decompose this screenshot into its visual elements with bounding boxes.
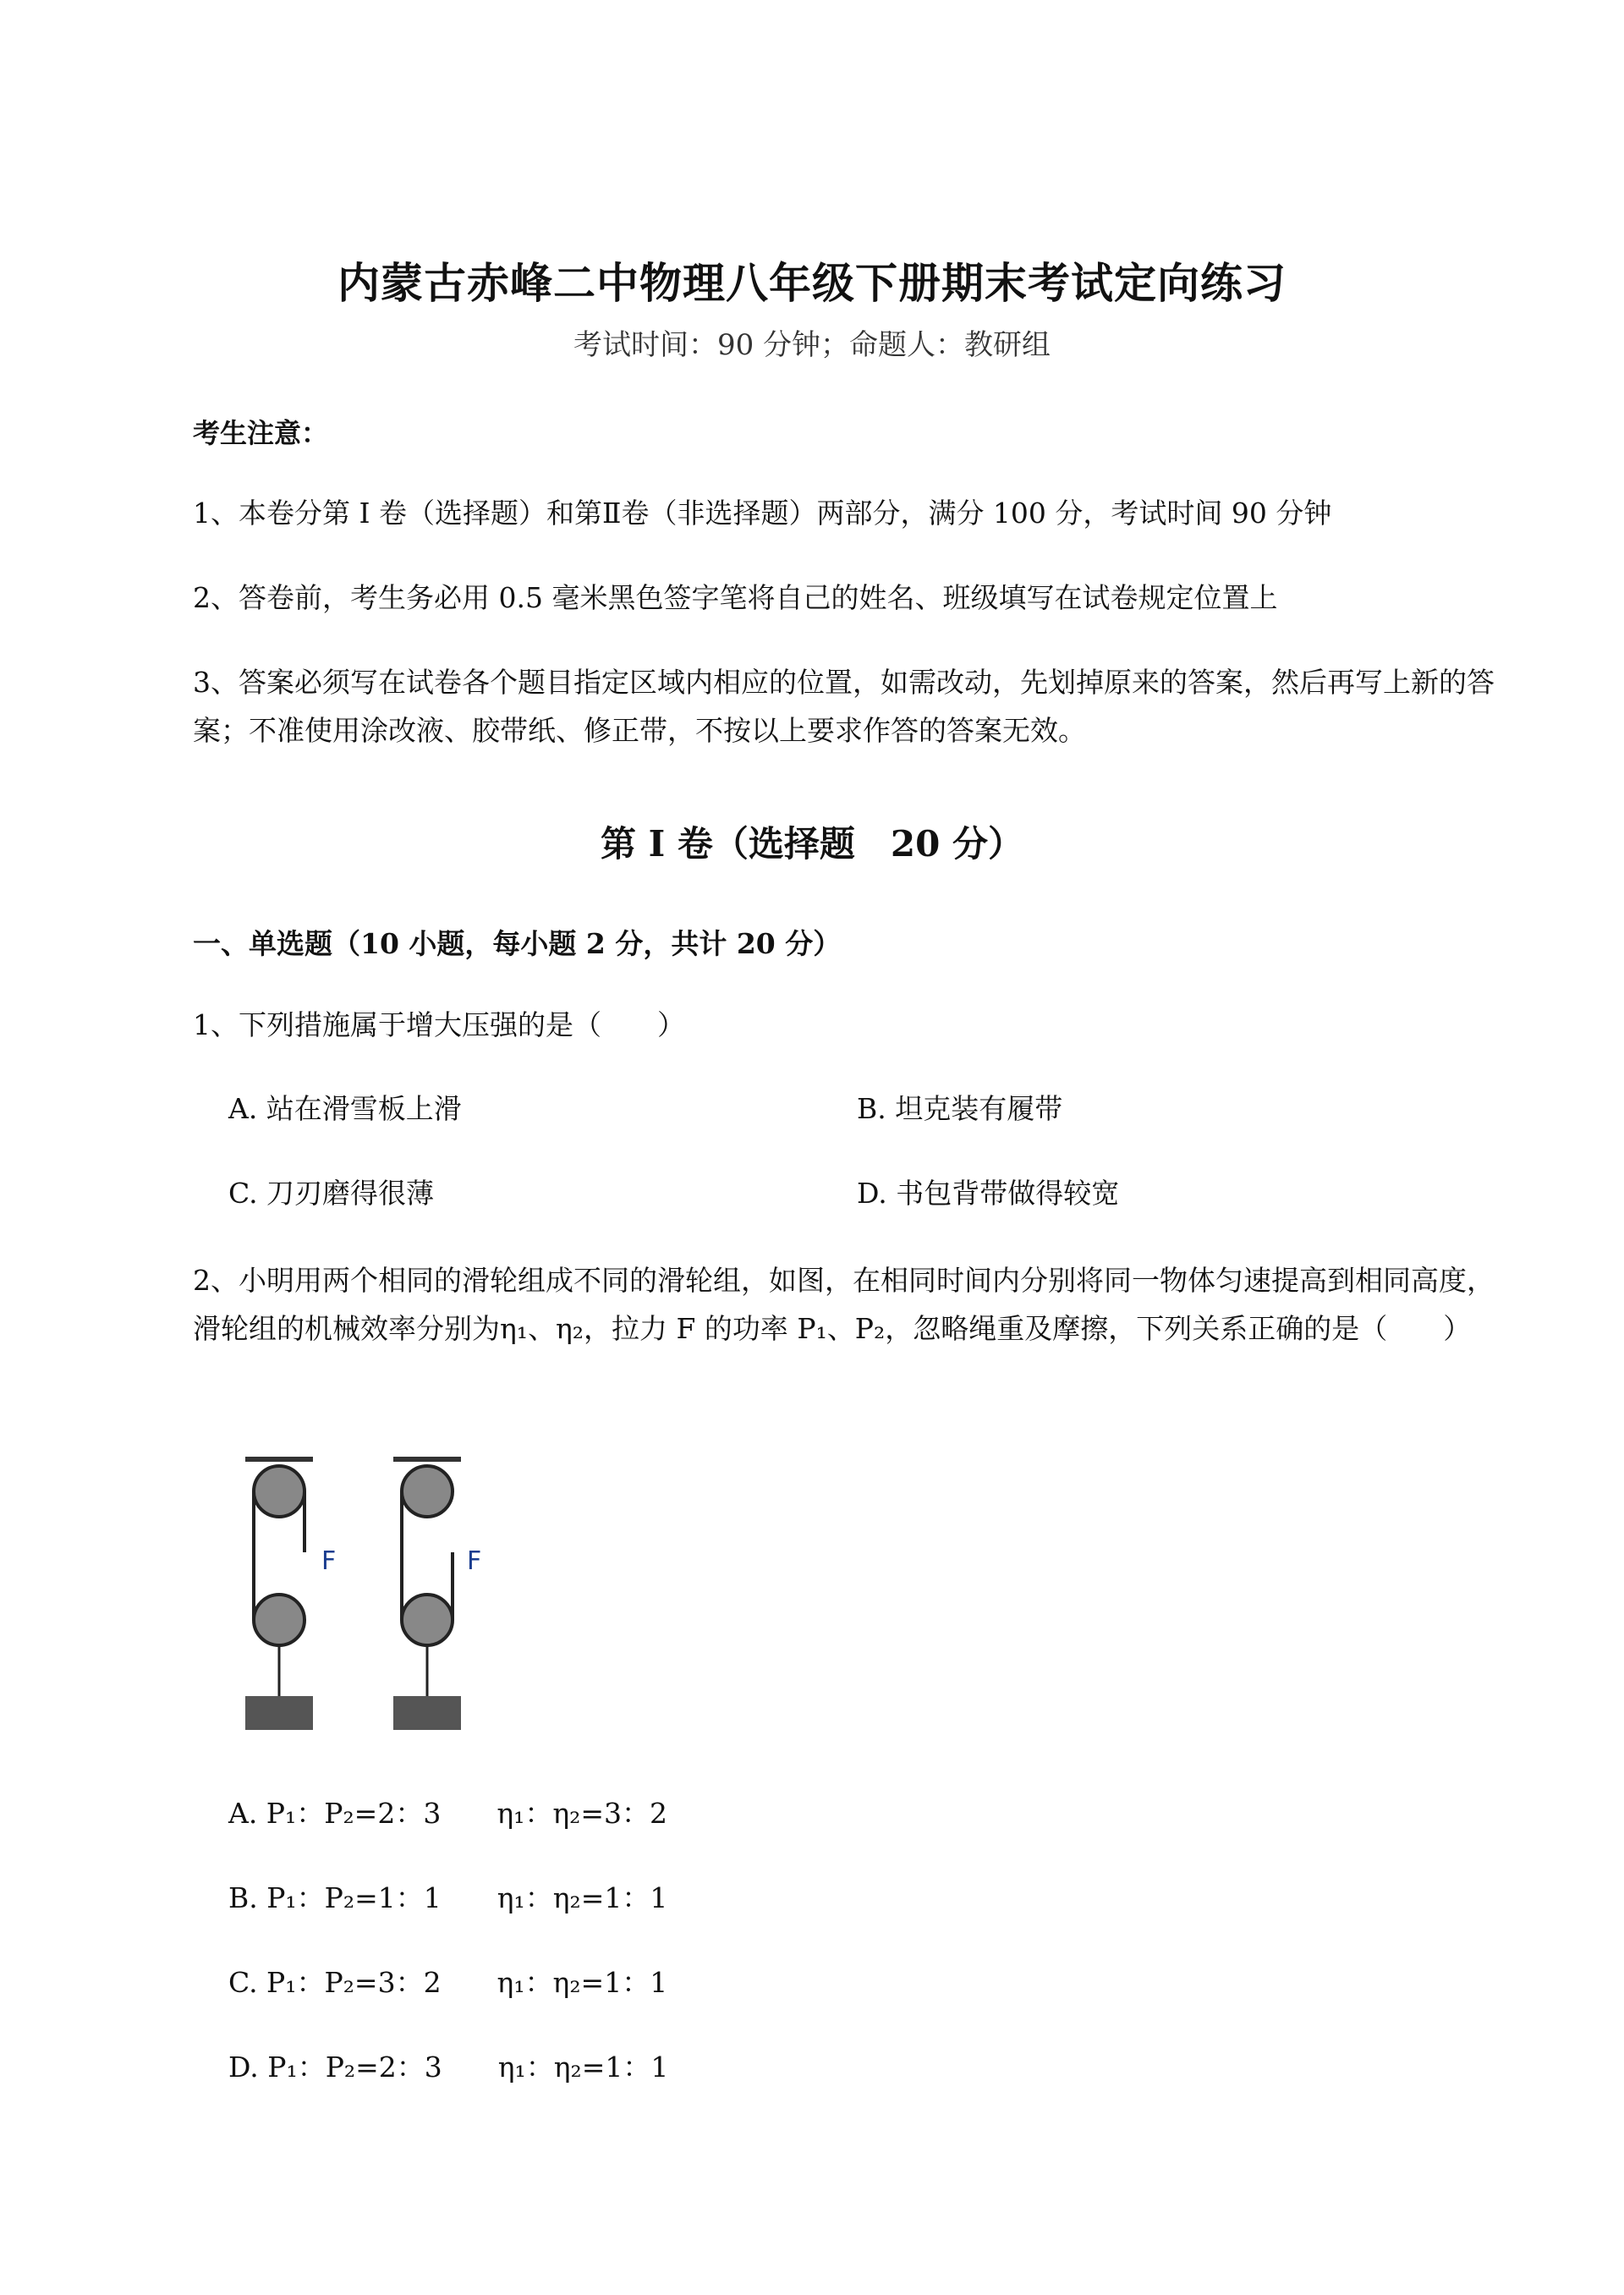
notice-heading: 考生注意： [193, 417, 329, 449]
subtitle: 考试时间：90 分钟；命题人：教研组 [573, 328, 1051, 362]
notice-2: 2、答卷前，考生务必用 0.5 毫米黑色签字笔将自己的姓名、班级填写在试卷规定位置上 [193, 581, 1278, 614]
q1-option-c: C. 刀刃磨得很薄 [228, 1177, 435, 1210]
pulley-system-1 [245, 1459, 336, 1730]
question-2-stem: 2、小明用两个相同的滑轮组成不同的滑轮组，如图，在相同时间内分别将同一物体匀速提高到相同高度，滑轮组的机械效率分别为η₁、η₂，拉力 F 的功率 P₁、P₂，忽略绳重及摩擦，下列关系正确的是（ ） [193, 1264, 1495, 1345]
q1-option-b: B. 坦克装有履带 [857, 1092, 1063, 1125]
pulley-system-2 [393, 1459, 481, 1730]
notice-3: 3、答案必须写在试卷各个题目指定区域内相应的位置，如需改动，先划掉原来的答案，然后再写上新的答案；不准使用涂改液、胶带纸、修正带，不按以上要求作答的答案无效。 [193, 666, 1495, 747]
fig-label-f1: F [321, 1546, 337, 1576]
fig-label-f2: F [467, 1546, 482, 1576]
pulley-figure [228, 1451, 499, 1738]
q2-option-c: C. P₁：P₂=3：2 η₁：η₂=1：1 [228, 1966, 668, 1999]
section-heading: 第 I 卷（选择题 20 分） [601, 823, 1023, 865]
q1-option-d: D. 书包背带做得较宽 [857, 1177, 1120, 1210]
q2-option-b: B. P₁：P₂=1：1 η₁：η₂=1：1 [228, 1881, 668, 1914]
part-heading: 一、单选题（10 小题，每小题 2 分，共计 20 分） [193, 927, 842, 960]
q1-option-a: A. 站在滑雪板上滑 [228, 1092, 462, 1125]
q2-option-d: D. P₁：P₂=2：3 η₁：η₂=1：1 [228, 2051, 669, 2084]
notice-1: 1、本卷分第 I 卷（选择题）和第Ⅱ卷（非选择题）两部分，满分 100 分，考试时间 90 分钟 [193, 497, 1332, 530]
question-1-stem: 1、下列措施属于增大压强的是（ ） [193, 1008, 685, 1041]
page-title: 内蒙古赤峰二中物理八年级下册期末考试定向练习 [337, 258, 1287, 308]
q2-option-a: A. P₁：P₂=2：3 η₁：η₂=3：2 [228, 1797, 667, 1830]
